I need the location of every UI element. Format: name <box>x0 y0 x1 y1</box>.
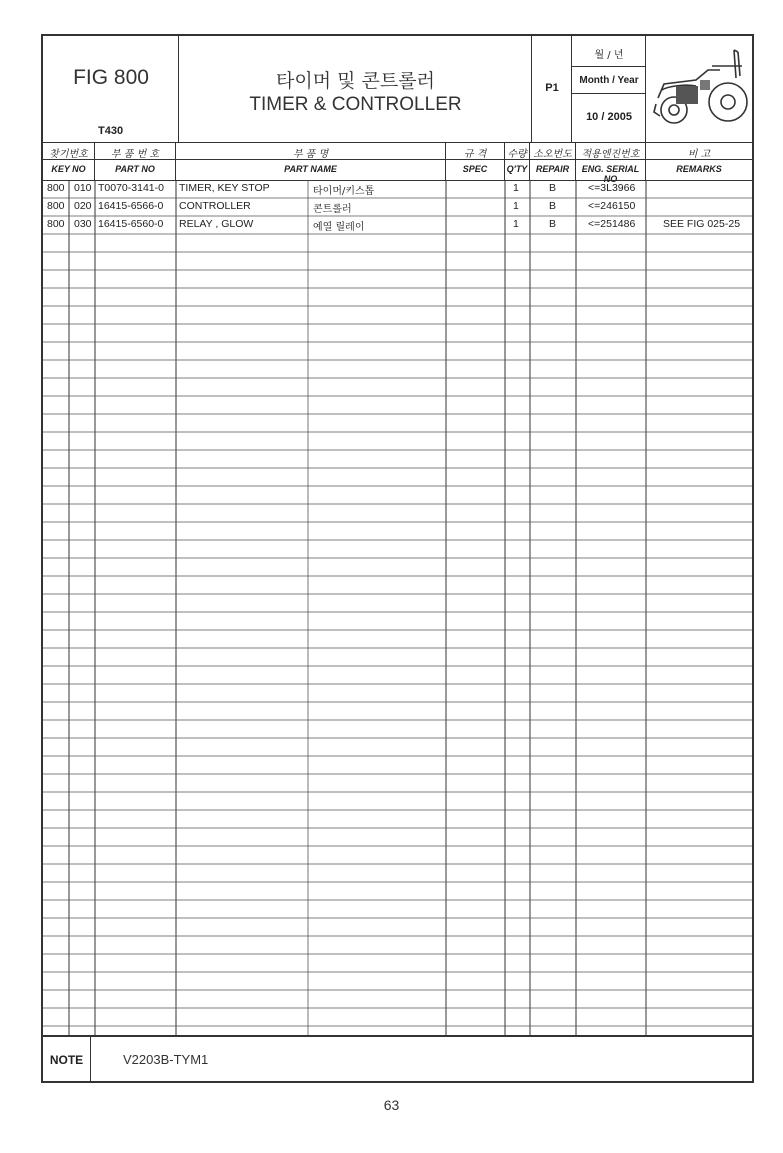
column-key-no-korean: 찾기번호 <box>49 149 88 160</box>
date-value: 10 / 2005 <box>586 111 632 123</box>
table-row-qty: 1 <box>513 218 519 230</box>
column-part-no-english: PART NO <box>115 164 155 174</box>
column-remarks-english: REMARKS <box>676 164 722 174</box>
column-part-no-korean: 부 품 번 호 <box>110 149 160 160</box>
table-row-fig: 800 <box>47 200 65 212</box>
column-remarks <box>646 142 752 180</box>
column-remarks-korean: 비 고 <box>687 149 711 160</box>
table-row-repair: B <box>549 182 557 194</box>
title-english: TIMER & CONTROLLER <box>249 94 462 115</box>
sheet-header <box>43 36 752 143</box>
column-divider <box>646 159 752 160</box>
table-row-name-en: CONTROLLER <box>179 200 251 212</box>
date-label-korean: 월 / 년 <box>594 50 624 61</box>
date-divider <box>572 66 646 67</box>
column-repair-english: REPAIR <box>535 164 570 174</box>
column-divider <box>505 159 529 160</box>
table-row-fig: 800 <box>47 182 65 194</box>
table-row-name-ko: 타이머/키스톱 <box>313 186 375 197</box>
column-divider <box>95 159 175 160</box>
parts-sheet <box>41 34 754 1083</box>
tractor-icon <box>650 40 748 136</box>
table-row-fig: 800 <box>47 218 65 230</box>
column-key-no-english: KEY NO <box>51 164 86 174</box>
column-serial-korean: 적용엔진번호 <box>581 149 640 160</box>
column-part-name-korean: 부 품 명 <box>292 149 329 160</box>
table-row-name-en: TIMER, KEY STOP <box>179 182 270 194</box>
note-section <box>43 1035 752 1083</box>
table-row-repair: B <box>549 200 557 212</box>
date-divider <box>572 93 646 94</box>
table-row-key: 030 <box>74 218 92 230</box>
column-spec <box>446 142 505 180</box>
table-row-serial: <=246150 <box>588 200 636 212</box>
model-code: T430 <box>98 125 124 137</box>
parts-table <box>43 180 752 1035</box>
date-label-english: Month / Year <box>579 75 639 86</box>
column-qty-korean: 수량 <box>507 149 527 160</box>
column-headers <box>43 142 752 184</box>
column-divider <box>43 159 94 160</box>
table-row-part-no: 16415-6560-0 <box>98 218 164 230</box>
column-divider <box>446 159 504 160</box>
fig-cell <box>43 36 179 142</box>
title-korean: 타이머 및 콘트롤러 <box>276 70 435 92</box>
table-row-qty: 1 <box>513 182 519 194</box>
table-row-name-ko: 예열 릴레이 <box>313 222 365 233</box>
column-repair-korean: 소오번도 <box>533 149 572 160</box>
table-row-key: 020 <box>74 200 92 212</box>
column-part-no <box>95 142 176 180</box>
table-row-repair: B <box>549 218 557 230</box>
column-divider <box>530 159 575 160</box>
table-row-serial: <=3L3966 <box>588 182 636 194</box>
table-row-part-no: 16415-6566-0 <box>98 200 164 212</box>
column-part-name <box>176 142 446 180</box>
table-row-name-ko: 콘트롤러 <box>313 204 352 215</box>
column-part-name-english: PART NAME <box>284 164 337 174</box>
column-divider <box>576 159 645 160</box>
note-text: V2203B-TYM1 <box>123 1052 209 1067</box>
column-serial <box>576 142 646 184</box>
table-row-remarks: SEE FIG 025-25 <box>663 218 741 230</box>
table-row-key: 010 <box>74 182 92 194</box>
table-row-part-no: T0070-3141-0 <box>98 182 164 194</box>
title-cell <box>179 36 532 142</box>
column-divider <box>176 159 445 160</box>
table-row-qty: 1 <box>513 200 519 212</box>
column-qty-english: Q'TY <box>506 164 528 174</box>
column-qty <box>505 142 530 180</box>
illustration-cell <box>646 36 752 142</box>
page-code: P1 <box>545 82 559 94</box>
column-serial-english: ENG. SERIAL NO <box>581 164 640 184</box>
note-label: NOTE <box>43 1037 91 1083</box>
column-spec-english: SPEC <box>462 164 488 174</box>
page-number: 63 <box>383 1097 400 1113</box>
fig-number: FIG 800 <box>73 66 149 89</box>
table-row-serial: <=251486 <box>588 218 636 230</box>
column-key-no <box>43 142 95 180</box>
date-cell <box>572 36 646 142</box>
table-row-name-en: RELAY , GLOW <box>179 218 254 230</box>
table-grid-lines <box>43 180 752 1035</box>
column-spec-korean: 규 격 <box>463 149 487 160</box>
column-repair <box>530 142 576 180</box>
page-code-cell <box>532 36 572 142</box>
